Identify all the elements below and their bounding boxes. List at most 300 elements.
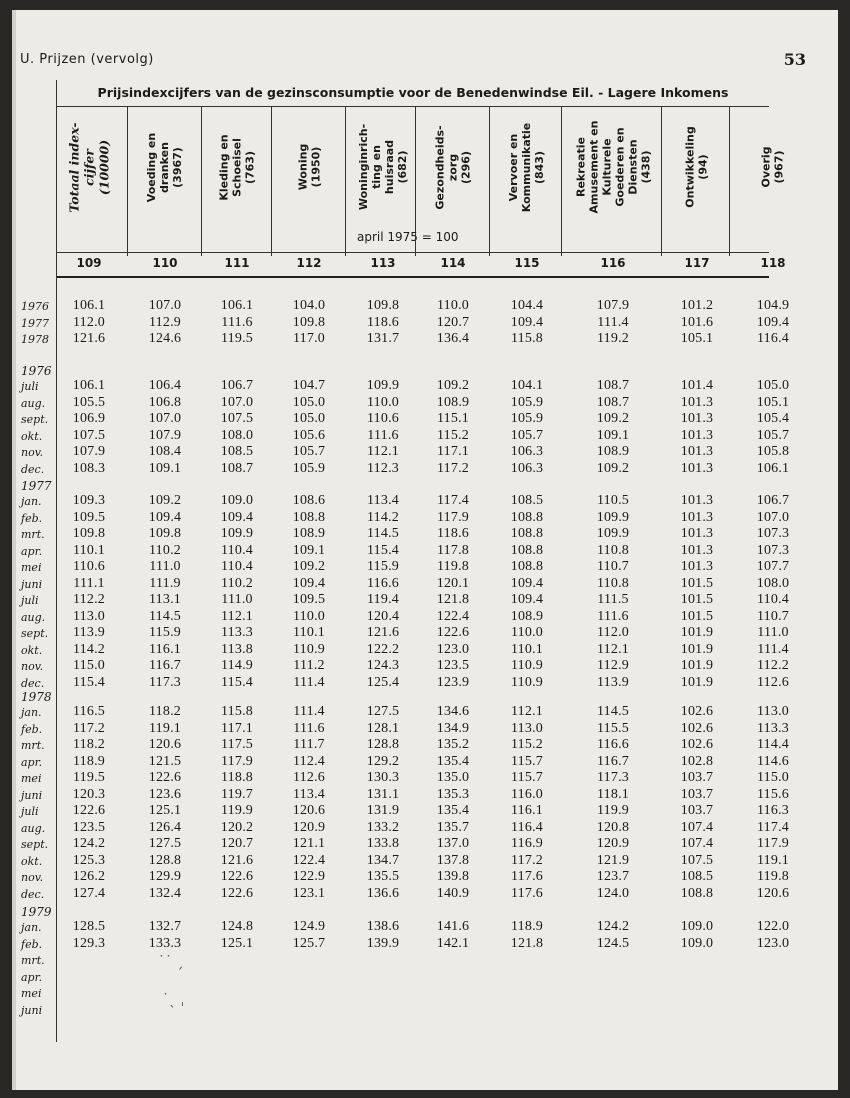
index-value: 101.5 [680,592,714,607]
index-value: 128.1 [366,720,400,736]
index-value: 101.3 [680,411,714,426]
index-value: 111.6 [367,427,399,443]
base-period: april 1975 = 100 [357,230,459,244]
index-value: 112.3 [367,460,399,476]
index-value: 114.5 [149,608,181,624]
row-label: sept. [21,838,49,851]
header-rule [57,252,769,253]
index-value: 110.7 [757,608,789,624]
index-value: 108.9 [510,608,544,624]
index-value: 112.4 [293,753,325,769]
index-value: 119.8 [757,869,789,884]
index-value: 107.4 [680,819,714,835]
index-value: 134.6 [436,704,470,719]
index-value: 101.4 [680,378,714,393]
column-header [494,106,560,228]
index-value: 121.6 [366,625,400,640]
year-label: 1979 [21,905,52,919]
index-value: 120.9 [292,819,326,835]
index-value: 108.6 [292,493,326,508]
index-value: 121.9 [596,852,630,868]
index-value: 111.2 [293,658,325,673]
index-value: 110.8 [597,575,629,591]
index-value: 117.9 [221,753,253,769]
index-value: 109.3 [72,493,106,508]
index-value: 129.9 [148,869,182,884]
column-header-label: Ontwikkeling (94) [684,126,711,208]
index-value: 122.6 [436,625,470,640]
index-value: 116.4 [757,331,789,346]
index-value: 112.6 [293,770,325,785]
index-value: 106.1 [72,298,106,313]
index-value: 102.6 [680,737,714,752]
index-value: 102.6 [680,704,714,719]
index-value: 116.4 [511,819,543,835]
index-value: 118.6 [437,526,469,541]
index-value: 106.4 [148,378,182,393]
index-value: 114.2 [367,509,399,525]
index-value: 113.0 [73,608,105,624]
index-value: 107.7 [756,559,790,574]
index-value: 122.9 [292,869,326,884]
index-value: 113.0 [511,720,543,736]
index-value: 109.0 [220,493,254,508]
index-value: 111.0 [221,592,253,607]
index-value: 112.6 [757,674,789,690]
row-label: aug. [21,396,46,410]
index-value: 135.2 [436,737,470,752]
index-value: 115.0 [73,658,105,673]
index-value: 113.9 [597,674,629,690]
index-value: 116.6 [367,575,399,591]
index-value: 115.0 [757,770,789,785]
index-value: 115.9 [149,625,181,640]
index-value: 103.7 [680,786,714,802]
index-value: 105.0 [756,378,790,393]
index-value: 114.5 [367,526,399,541]
row-label: juni [21,577,43,591]
index-value: 109.9 [366,378,400,393]
index-value: 119.9 [597,803,629,818]
column-divider [729,106,730,256]
row-label: mei [21,561,42,574]
index-value: 124.2 [596,919,630,934]
column-header-label: Totaal index- cijfer (10000) [66,121,112,213]
row-label: 1977 [21,316,49,330]
index-value: 111.4 [293,674,325,690]
index-value: 115.8 [511,331,543,346]
row-label: juli [21,805,39,818]
row-label: feb. [21,722,43,736]
index-value: 109.5 [72,509,106,525]
row-label: apr. [21,544,43,558]
index-value: 105.9 [510,411,544,426]
index-value: 120.6 [756,885,790,901]
index-value: 109.9 [596,509,630,525]
index-value: 133.2 [366,819,400,835]
index-value: 120.7 [436,314,470,330]
index-value: 101.2 [680,298,714,313]
index-value: 110.1 [293,625,325,640]
index-value: 118.8 [221,770,253,785]
index-value: 123.7 [596,869,630,884]
index-value: 111.0 [757,625,789,640]
index-value: 115.2 [511,737,543,752]
index-value: 138.6 [366,919,400,934]
row-label: 1978 [21,333,49,346]
index-value: 125.7 [292,935,326,951]
index-value: 101.3 [680,427,714,443]
index-value: 115.4 [221,674,253,690]
column-divider [127,106,128,256]
index-value: 110.6 [73,559,105,574]
index-value: 120.7 [220,836,254,851]
index-value: 119.7 [221,786,253,802]
index-value: 103.7 [680,803,714,818]
index-value: 115.6 [757,786,789,802]
index-value: 135.7 [436,819,470,835]
index-value: 105.1 [680,331,714,346]
index-value: 133.3 [148,935,182,951]
year-label: 1977 [21,479,52,493]
index-value: 105.0 [292,394,326,410]
index-value: 117.6 [511,869,543,884]
column-header-label: Woning (1950) [295,143,322,191]
index-value: 109.8 [148,526,182,541]
index-value: 115.9 [367,559,399,574]
row-label: feb. [21,937,43,951]
index-value: 110.2 [149,542,181,558]
index-value: 110.0 [511,625,543,640]
row-label: apr. [21,970,43,984]
index-value: 109.4 [292,575,326,591]
row-label: jan. [21,706,42,719]
index-value: 135.5 [366,869,400,884]
index-value: 115.2 [437,427,469,443]
index-value: 109.4 [510,575,544,591]
index-value: 124.3 [366,658,400,673]
index-value: 103.7 [680,770,714,785]
index-value: 115.4 [367,542,399,558]
index-value: 110.5 [597,493,629,508]
index-value: 107.3 [756,526,790,541]
index-value: 110.6 [367,411,399,426]
index-value: 112.1 [511,704,543,719]
row-label: dec. [21,887,45,901]
row-label: nov. [21,871,44,884]
index-value: 125.1 [220,935,254,951]
column-number: 113 [370,256,396,270]
index-value: 101.3 [680,559,714,574]
column-header [665,106,729,228]
index-value: 118.1 [597,786,629,802]
binding-gutter [12,10,16,1090]
index-value: 119.5 [73,770,105,785]
index-value: 107.9 [596,298,630,313]
column-number: 118 [760,256,786,270]
index-value: 119.2 [597,331,629,346]
index-value: 107.9 [72,444,106,459]
index-value: 127.4 [72,885,106,901]
index-value: 130.3 [366,770,400,785]
index-value: 124.6 [148,331,182,346]
index-value: 126.2 [72,869,106,884]
index-value: 116.1 [149,641,181,657]
index-value: 114.6 [757,753,789,769]
index-value: 105.0 [292,411,326,426]
index-value: 109.2 [292,559,326,574]
index-value: 122.4 [292,852,326,868]
column-number: 115 [514,256,540,270]
index-value: 135.0 [436,770,470,785]
column-divider [271,106,272,256]
index-value: 116.9 [511,836,543,851]
index-value: 106.1 [72,378,106,393]
column-divider [561,106,562,256]
index-value: 136.4 [436,331,470,346]
price-index-table [21,80,790,1042]
scanned-page [12,10,838,1090]
index-value: 109.9 [220,526,254,541]
index-value: 101.3 [680,542,714,558]
index-value: 105.5 [72,394,106,410]
index-value: 113.8 [221,641,253,657]
index-value: 110.0 [367,394,399,410]
index-value: 125.3 [72,852,106,868]
index-value: 109.1 [292,542,326,558]
index-value: 102.6 [680,720,714,736]
index-value: 125.4 [366,674,400,690]
index-value: 141.6 [436,919,470,934]
index-value: 122.6 [220,869,254,884]
index-value: 110.0 [293,608,325,624]
index-value: 128.5 [72,919,106,934]
row-label: juni [21,788,43,802]
running-title: U. Prijzen (vervolg) [20,52,154,67]
index-value: 127.5 [148,836,182,851]
index-value: 105.4 [756,411,790,426]
row-label: juni [21,1003,43,1017]
page-number: 53 [783,50,806,69]
index-value: 112.1 [367,444,399,459]
index-value: 122.6 [220,885,254,901]
column-header-label: Gezondheids- zorg (296) [433,124,473,210]
index-value: 112.2 [73,592,105,607]
index-value: 121.8 [510,935,544,951]
index-value: 115.4 [73,674,105,690]
index-value: 113.1 [149,592,181,607]
index-value: 106.7 [756,493,790,508]
index-value: 120.4 [366,608,400,624]
index-value: 106.3 [510,460,544,476]
index-value: 112.2 [757,658,789,673]
row-label: okt. [21,643,43,657]
index-value: 116.7 [149,658,181,673]
index-value: 112.0 [597,625,629,640]
index-value: 106.8 [148,394,182,410]
index-value: 110.9 [293,641,325,657]
index-value: 113.3 [757,720,789,736]
row-label: mrt. [21,739,45,752]
column-divider [661,106,662,256]
index-value: 121.6 [72,331,106,346]
index-value: 101.6 [680,314,714,330]
index-value: 124.9 [292,919,326,934]
index-value: 118.9 [73,753,105,769]
column-header-label: Kleding en Schoeisel (763) [217,133,257,201]
row-label: okt. [21,429,43,443]
index-value: 114.5 [597,704,629,719]
index-value: 105.9 [292,460,326,476]
index-value: 113.9 [73,625,105,640]
index-value: 107.5 [72,427,106,443]
index-value: 117.5 [221,737,253,752]
column-header [57,106,121,228]
index-value: 120.1 [436,575,470,591]
index-value: 119.1 [149,720,181,736]
index-value: 109.2 [596,460,630,476]
row-label: dec. [21,676,45,690]
index-value: 120.9 [596,836,630,851]
index-value: 110.9 [511,658,543,673]
index-value: 114.9 [221,658,253,673]
row-label: dec. [21,462,45,476]
year-label: 1976 [21,364,52,378]
column-header [130,106,200,228]
row-label: mei [21,987,42,1000]
index-value: 108.5 [680,869,714,884]
index-value: 101.9 [680,641,714,657]
row-label: mei [21,772,42,785]
index-value: 109.8 [72,526,106,541]
column-number: 110 [152,256,178,270]
index-value: 104.0 [292,298,326,313]
index-value: 101.3 [680,444,714,459]
column-header [565,106,661,228]
index-value: 109.1 [596,427,630,443]
index-value: 112.1 [221,608,253,624]
index-value: 113.0 [757,704,789,719]
index-value: 101.5 [680,575,714,591]
index-value: 101.9 [680,674,714,690]
column-header [420,106,486,228]
index-value: 108.9 [436,394,470,410]
row-label: aug. [21,821,46,835]
index-value: 108.5 [510,493,544,508]
index-value: 104.9 [756,298,790,313]
index-value: 117.4 [757,819,789,835]
column-number: 116 [600,256,626,270]
index-value: 118.6 [367,314,399,330]
index-value: 137.0 [436,836,470,851]
index-value: 114.2 [73,641,105,657]
index-value: 110.4 [221,559,253,574]
index-value: 108.9 [292,526,326,541]
index-value: 105.7 [510,427,544,443]
index-value: 120.2 [220,819,254,835]
index-value: 111.5 [597,592,629,607]
index-value: 112.9 [149,314,181,330]
index-value: 110.4 [757,592,789,607]
index-value: 109.8 [366,298,400,313]
index-value: 129.3 [72,935,106,951]
index-value: 108.8 [292,509,326,525]
index-value: 112.9 [597,658,629,673]
index-value: 108.7 [596,378,630,393]
index-value: 116.5 [73,704,105,719]
index-value: 105.7 [292,444,326,459]
index-value: 110.7 [597,559,629,574]
index-value: 116.0 [511,786,543,802]
index-value: 101.9 [680,658,714,673]
index-value: 106.3 [510,444,544,459]
index-value: 139.8 [436,869,470,884]
index-value: 108.8 [510,542,544,558]
index-value: 109.4 [510,314,544,330]
index-value: 108.8 [510,559,544,574]
index-value: 106.1 [756,460,790,476]
index-value: 105.8 [756,444,790,459]
index-value: 107.4 [680,836,714,851]
index-value: 109.2 [148,493,182,508]
index-value: 121.1 [292,836,326,851]
index-value: 108.0 [220,427,254,443]
column-header-label: Vervoer en Kommunikatie (843) [507,122,547,212]
index-value: 119.4 [367,592,399,607]
index-value: 124.2 [72,836,106,851]
index-value: 139.9 [366,935,400,951]
index-value: 120.6 [148,737,182,752]
index-value: 109.4 [220,509,254,525]
index-value: 107.0 [220,394,254,410]
index-value: 105.6 [292,427,326,443]
index-value: 101.3 [680,493,714,508]
index-value: 107.5 [220,411,254,426]
year-label: 1978 [21,690,52,704]
index-value: 118.2 [149,704,181,719]
index-value: 122.0 [756,919,790,934]
index-value: 127.5 [366,704,400,719]
index-value: 117.9 [437,509,469,525]
index-value: 120.3 [72,786,106,802]
index-value: 109.9 [596,526,630,541]
index-value: 111.9 [149,575,181,591]
column-header [204,106,270,228]
index-value: 114.4 [757,737,789,752]
index-value: 101.3 [680,460,714,476]
index-value: 116.6 [597,737,629,752]
row-label: feb. [21,511,43,525]
column-divider [345,106,346,256]
column-number-rule [57,276,769,278]
index-value: 122.4 [436,608,470,624]
index-value: 123.5 [436,658,470,673]
index-value: 101.3 [680,526,714,541]
row-label: 1976 [21,300,49,313]
index-value: 109.4 [148,509,182,525]
index-value: 122.6 [148,770,182,785]
index-value: 134.7 [366,852,400,868]
index-value: 116.1 [511,803,543,818]
index-value: 124.0 [596,885,630,901]
index-value: 108.9 [596,444,630,459]
index-value: 140.9 [436,885,470,901]
index-value: 109.1 [148,460,182,476]
index-value: 107.0 [756,509,790,525]
index-value: 107.9 [148,427,182,443]
row-label: sept. [21,413,49,426]
index-value: 131.1 [366,786,400,802]
